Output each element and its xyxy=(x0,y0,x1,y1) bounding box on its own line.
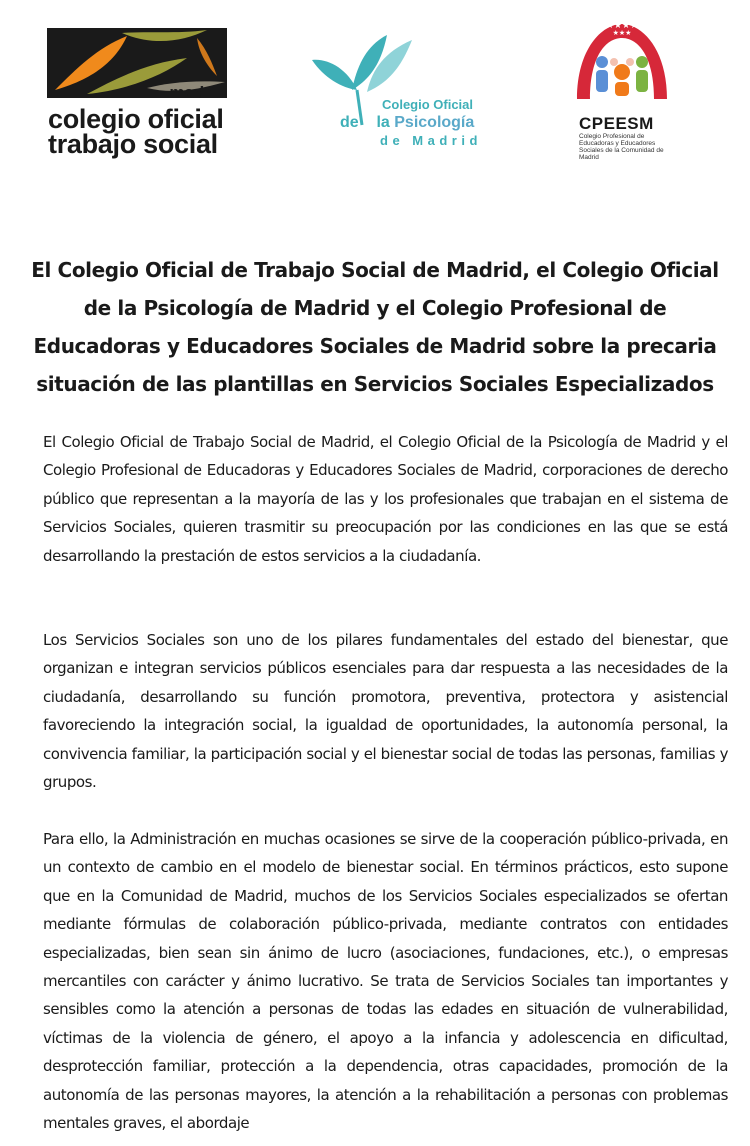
cpeesm-people-icon xyxy=(572,14,672,114)
cop-logo xyxy=(312,30,512,155)
cots-logo xyxy=(47,28,232,158)
cots-line1: colegio oficial xyxy=(48,104,224,134)
paragraph-2: Los Servicios Sociales son uno de los pilares fundamentales del estado del bienestar, que organizan e integran servicios públicos esenciales para dar respuesta a las necesidades de la ciudadanía, desarrollando su función promotora, preventiva, protectora y asistencial favoreciendo la integración social, la igualdad de oportunidades, la autonomía personal, la convivencia familiar, la participación social y el bienestar social de todas las personas, familias y grupos. xyxy=(43,631,728,792)
cots-city: madrid xyxy=(169,83,226,102)
cop-line2-la: la xyxy=(376,114,390,131)
logos-header xyxy=(0,0,750,190)
cpeesm-logo xyxy=(572,14,682,174)
cop-line2-main: Psicología xyxy=(394,114,475,131)
cpeesm-name: CPEESM xyxy=(579,114,654,133)
cop-butterfly-icon xyxy=(312,30,432,150)
paragraph-1: El Colegio Oficial de Trabajo Social de Madrid, el Colegio Oficial de la Psicología de Madrid y el Colegio Profesional de Educadoras y Educadores Sociales de Madrid, corporaciones de derecho público que representan a la mayoría de las y los profesionales que trabajan en el sistema de Servicios Sociales, quieren trasmitir su preocupación por las condiciones en las que se está desarrollando la prestación de estos servicios a la ciudadanía. xyxy=(43,433,728,565)
cpeesm-subtitle: Colegio Profesional de Educadoras y Educadores Sociales de la Comunidad de Madrid xyxy=(579,133,664,161)
cop-line2 xyxy=(340,114,474,132)
document-title: El Colegio Oficial de Trabajo Social de Madrid, el Colegio Oficial de la Psicología de Madrid y el Colegio Profesional de Educadoras y Educadores Sociales de Madrid sobre la precaria situación de las plantillas en Servicios Sociales Especializados xyxy=(31,258,719,396)
cop-line2-prefix: de xyxy=(340,114,359,131)
cots-line2: trabajo social xyxy=(48,129,218,159)
svg-text:★★★★: ★★★★ xyxy=(605,21,639,31)
svg-text:★★★: ★★★ xyxy=(612,29,632,37)
paragraph-3: Para ello, la Administración en muchas ocasiones se sirve de la cooperación público-privada, en un contexto de cambio en el modelo de bienestar social. En términos prácticos, esto supone que en la Comunidad de Madrid, muchos de los Servicios Sociales especializados se ofertan mediante fórmulas de colaboración público-privada, mediante contratos con entidades especializadas, bien sean sin ánimo de lucro (asociaciones, fundaciones, etc.), o empresas mercantiles con carácter y ánimo lucrativo. Se trata de Servicios Sociales tan importantes y sensibles como la atención a personas de todas las edades en situación de vulnerabilidad, víctimas de la violencia de género, el apoyo a la infancia y adolescencia en dificultad, desprotección familiar, protección a la dependencia, otras capacidades, promoción de la autonomía de las personas mayores, la atención a la rehabilitación a personas con problemas mentales graves, el abordaje xyxy=(43,830,728,1133)
cop-line3: de Madrid xyxy=(380,133,482,148)
cop-line1: Colegio Oficial xyxy=(382,97,474,112)
